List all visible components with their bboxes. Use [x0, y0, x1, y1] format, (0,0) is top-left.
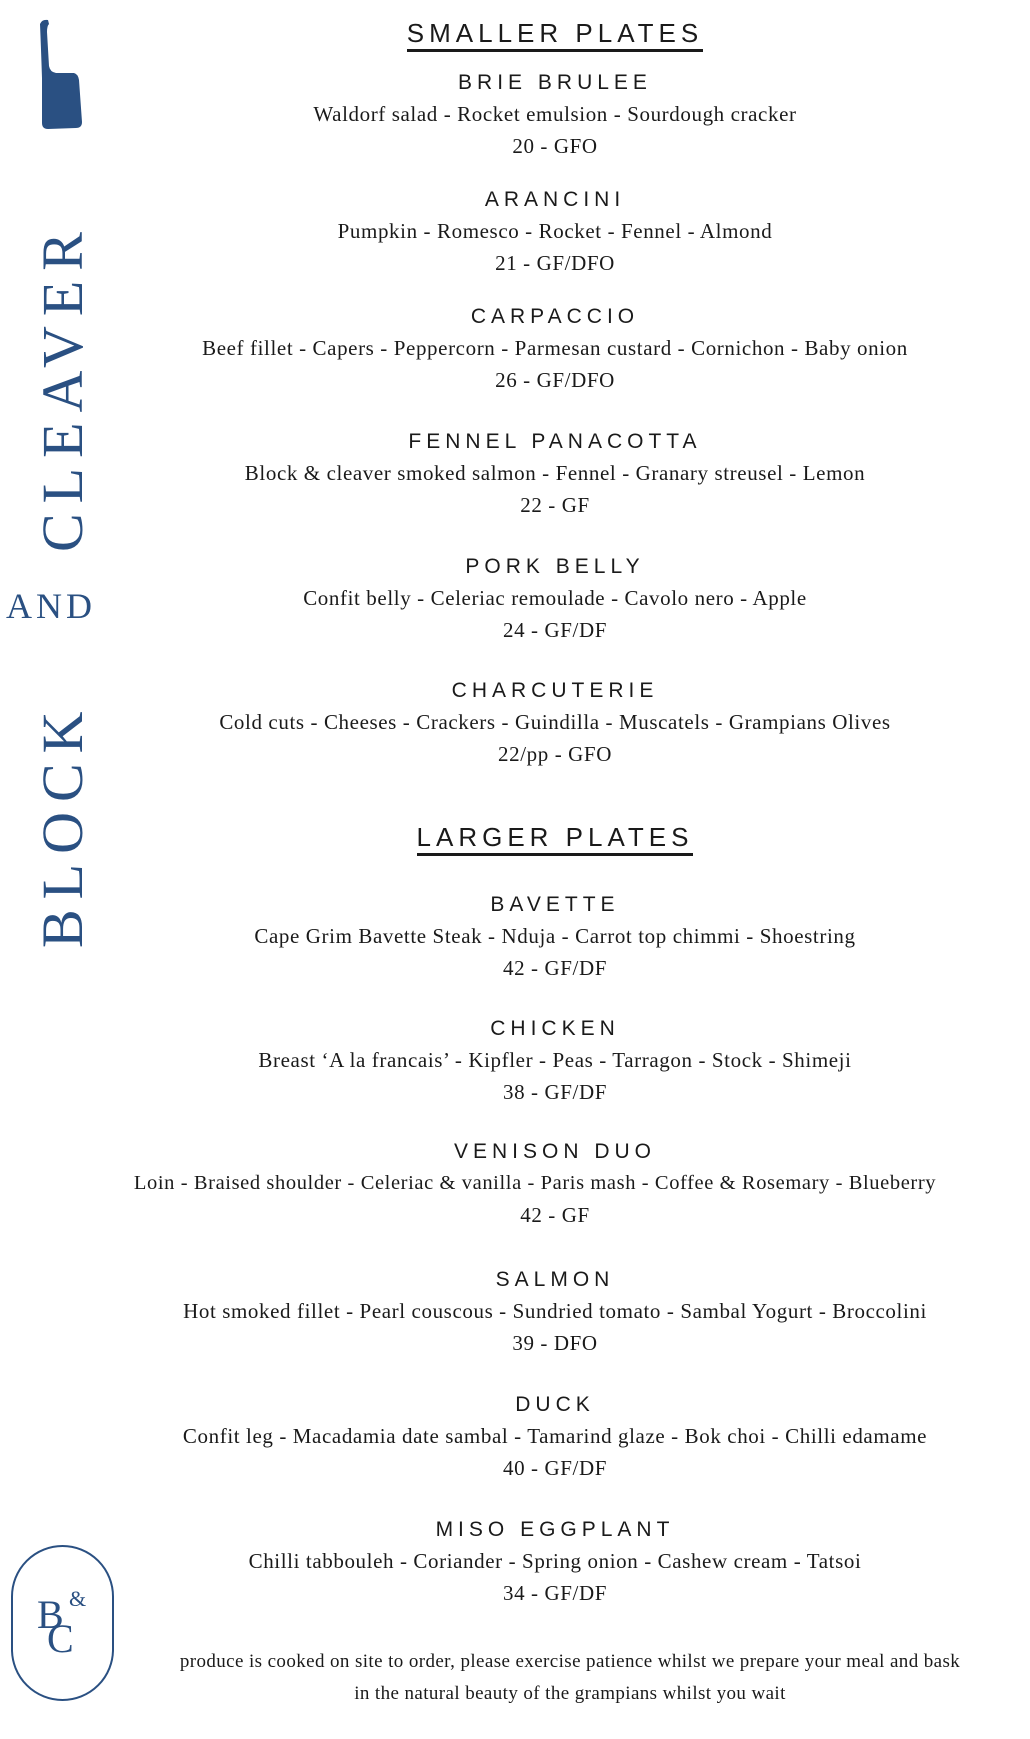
item-name: BRIE BRULEE	[458, 71, 652, 94]
item-description: Block & cleaver smoked salmon - Fennel - Granary streusel - Lemon	[244, 461, 866, 485]
menu-item-duck	[80, 1390, 1030, 1484]
item-description: Chilli tabbouleh - Coriander - Spring onion - Cashew cream - Tatsoi	[248, 1549, 862, 1573]
item-description: Loin - Braised shoulder - Celeriac & vanilla - Paris mash - Coffee & Rosemary - Blueberry	[133, 1172, 937, 1194]
item-price: 20 - GFO	[512, 134, 598, 158]
svg-text:&: &	[68, 1588, 86, 1611]
menu-item-salmon	[80, 1265, 1030, 1359]
brand-word-block: BLOCK	[30, 701, 95, 948]
item-name: PORK BELLY	[465, 555, 645, 578]
item-price: 40 - GF/DF	[502, 1456, 608, 1480]
brand-word-and: AND	[6, 586, 96, 626]
item-price: 21 - GF/DFO	[495, 251, 615, 275]
item-name: ARANCINI	[484, 188, 626, 211]
item-name: VENISON DUO	[453, 1140, 657, 1163]
menu-item-miso-eggplant	[80, 1515, 1030, 1609]
menu-item-bavette	[80, 890, 1030, 984]
section-title-larger-plates	[80, 822, 1030, 853]
brand-word-cleaver: CLEAVER	[30, 222, 95, 552]
section-title-text: SMALLER PLATES	[407, 18, 703, 52]
item-description: Cold cuts - Cheeses - Crackers - Guindilla - Muscatels - Grampians Olives	[219, 710, 891, 734]
menu-item-pork-belly	[80, 552, 1030, 646]
menu-item-venison-duo	[40, 1137, 1030, 1231]
section-title-text: LARGER PLATES	[417, 822, 694, 856]
item-description: Confit leg - Macadamia date sambal - Tamarind glaze - Bok choi - Chilli edamame	[182, 1424, 928, 1448]
item-name: DUCK	[515, 1393, 595, 1416]
menu-item-chicken	[80, 1014, 1030, 1108]
menu-item-brie-brulee	[80, 68, 1030, 162]
item-price: 26 - GF/DFO	[495, 368, 615, 392]
item-description: Breast ‘A la francais’ - Kipfler - Peas - Tarragon - Stock - Shimeji	[258, 1048, 852, 1072]
item-name: CHICKEN	[490, 1017, 620, 1040]
menu-item-fennel-panacotta	[80, 427, 1030, 521]
item-name: FENNEL PANACOTTA	[408, 430, 702, 453]
item-name: BAVETTE	[490, 893, 620, 916]
menu-item-carpaccio	[80, 302, 1030, 396]
item-description: Beef fillet - Capers - Peppercorn - Parmesan custard - Cornichon - Baby onion	[202, 336, 908, 360]
item-price: 39 - DFO	[512, 1331, 598, 1355]
footnote-line-2: in the natural beauty of the grampians whilst you wait	[354, 1683, 786, 1704]
item-description: Confit belly - Celeriac remoulade - Cavolo nero - Apple	[303, 586, 807, 610]
item-price: 42 - GF/DF	[502, 956, 608, 980]
item-description: Pumpkin - Romesco - Rocket - Fennel - Almond	[337, 219, 773, 243]
menu-item-arancini	[80, 185, 1030, 279]
item-price: 24 - GF/DF	[502, 618, 608, 642]
item-description: Cape Grim Bavette Steak - Nduja - Carrot top chimmi - Shoestring	[254, 924, 856, 948]
footnote	[110, 1646, 1030, 1710]
item-price: 22 - GF	[520, 493, 590, 517]
item-name: CARPACCIO	[470, 305, 640, 328]
item-description: Waldorf salad - Rocket emulsion - Sourdough cracker	[313, 102, 797, 126]
section-title-smaller-plates	[80, 18, 1030, 49]
item-price: 22/pp - GFO	[498, 742, 612, 766]
menu-item-charcuterie	[80, 676, 1030, 770]
footnote-line-1: produce is cooked on site to order, please exercise patience whilst we prepare your meal and bask	[179, 1651, 961, 1672]
item-price: 42 - GF	[520, 1203, 590, 1227]
item-price: 38 - GF/DF	[502, 1080, 608, 1104]
item-name: CHARCUTERIE	[451, 679, 659, 702]
item-price: 34 - GF/DF	[502, 1581, 608, 1605]
item-description: Hot smoked fillet - Pearl couscous - Sundried tomato - Sambal Yogurt - Broccolini	[183, 1299, 927, 1323]
item-name: SALMON	[495, 1268, 615, 1291]
svg-text:C: C	[46, 1616, 74, 1658]
svg-text:B: B	[36, 1592, 64, 1637]
item-name: MISO EGGPLANT	[435, 1518, 675, 1541]
